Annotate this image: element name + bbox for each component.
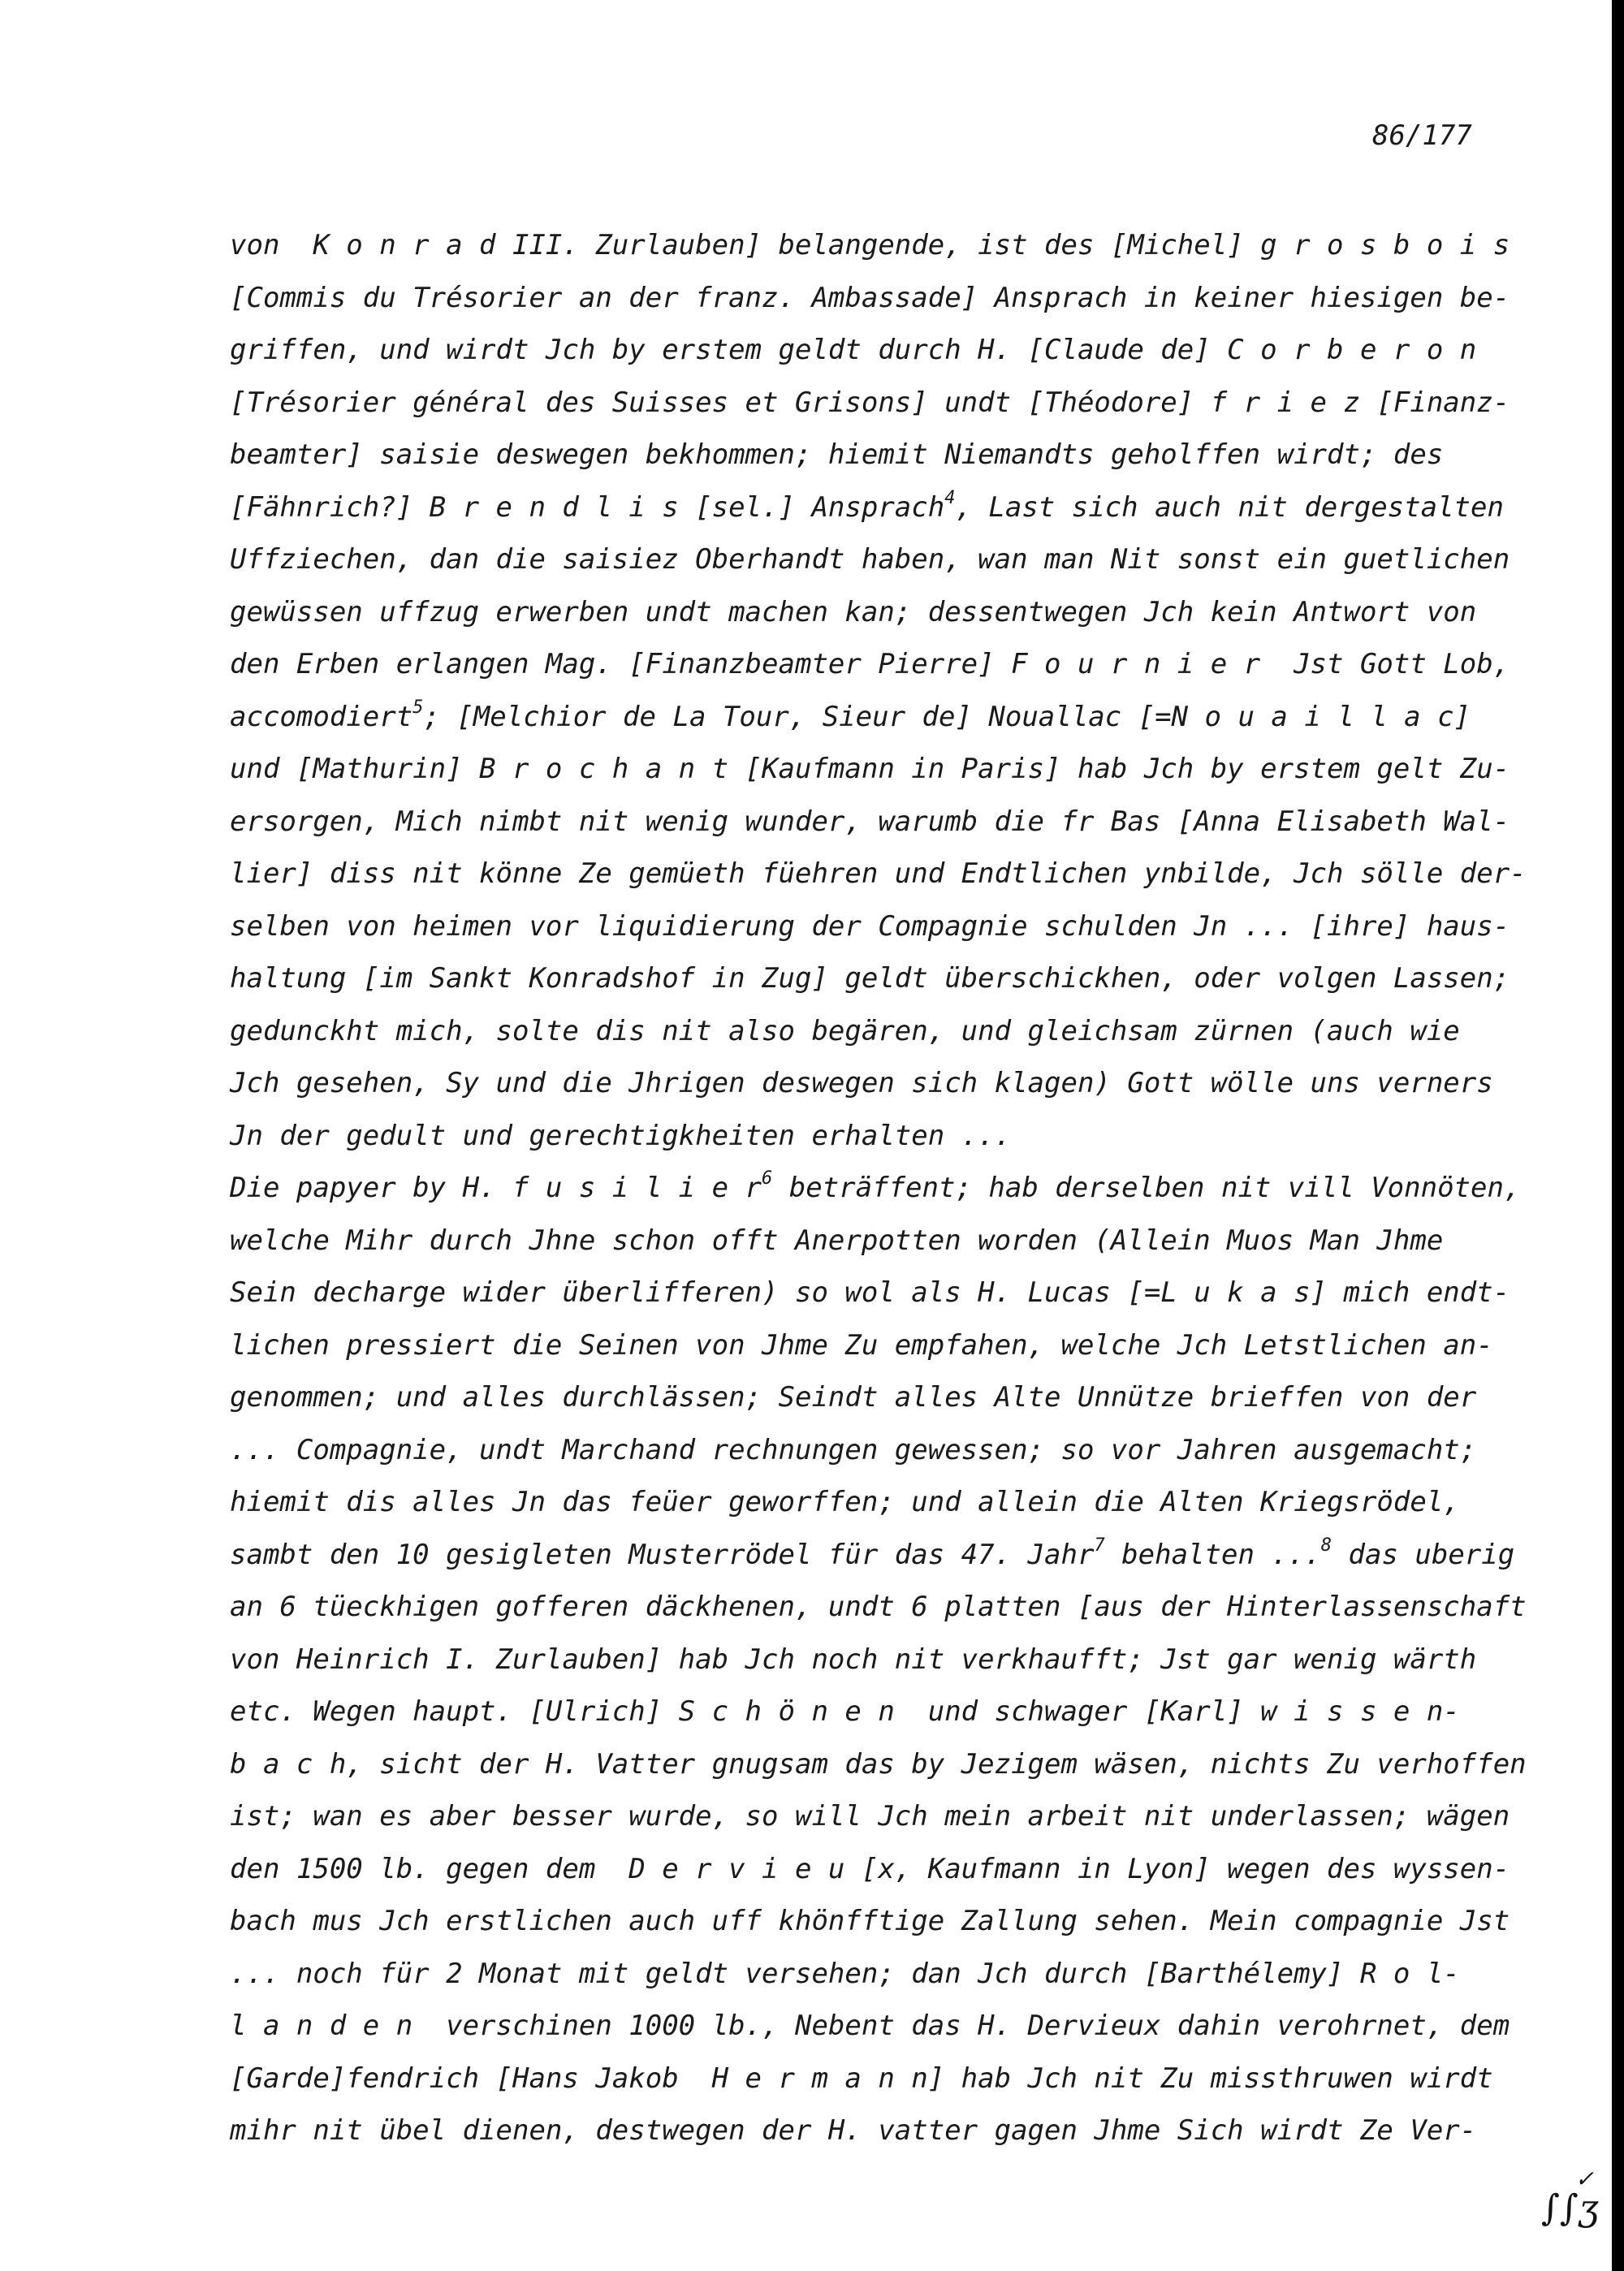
text-line (230, 1895, 1510, 1948)
text-segment: lichen pressiert die Seinen von Jhme Zu empfahen, welche Jch Letstlichen an- (230, 1328, 1493, 1362)
text-line (230, 691, 1505, 744)
text-segment: griffen, und wirdt Jch by erstem geldt durch H. [Claude de] C o r b e r o n (230, 334, 1477, 366)
text-segment: ; [Melchior de La Tour, Sieur de] Nouallac [=N o u a i l l a c] (423, 700, 1471, 733)
text-segment: selben von heimen vor liquidierung der Compagnie schulden Jn ... [ihre] haus- (230, 909, 1510, 943)
text-line (230, 952, 1510, 1005)
text-segment: l a n d e n verschinen 1000 lb., Nebent das H. Dervieux dahin verohrnet, dem (230, 2010, 1510, 2042)
text-segment: von Heinrich I. Zurlauben] hab Jch noch nit verkhaufft; Jst gar wenig wärth (230, 1643, 1477, 1676)
text-segment: welche Mihr durch Jhne schon offt Anerpotten worden (Allein Muos Man Jhme (230, 1224, 1444, 1257)
text-line (230, 1581, 1527, 1634)
text-line (230, 1476, 1505, 1529)
text-line (230, 1686, 1505, 1738)
text-segment: Uffziechen, dan die saisiez Oberhandt haben, wan man Nit sonst ein guetlichen (230, 543, 1510, 576)
text-line (230, 1790, 1510, 1843)
text-line (230, 1057, 1505, 1110)
text-segment: [Trésorier général des Suisses et Grisons] undt [Théodore] f r i e z [Finanz- (230, 386, 1510, 419)
text-line (230, 1424, 1505, 1477)
text-line (230, 2053, 1505, 2105)
text-segment: b a c h, sicht der H. Vatter gnugsam das by Jezigem wäsen, nichts Zu verhoffen (230, 1747, 1527, 1781)
text-segment: den 1500 lb. gegen dem D e r v i e u [x, Kaufmann in Lyon] wegen des wyssen- (230, 1852, 1510, 1885)
text-segment: Jch gesehen, Sy und die Jhrigen deswegen sich klagen) Gott wölle uns verners (230, 1067, 1493, 1099)
text-segment: [Commis du Trésorier an der franz. Ambassade] Ansprach in keiner hiesigen be- (230, 281, 1510, 314)
text-segment: hiemit dis alles Jn das feüer geworffen; und allein die Alten Kriegsrödel, (230, 1486, 1460, 1518)
text-line (230, 1529, 1515, 1582)
text-line (230, 377, 1510, 430)
text-line (230, 2000, 1510, 2053)
text-line (230, 743, 1510, 796)
text-line (230, 586, 1505, 639)
text-line (230, 1319, 1505, 1372)
text-segment: genommen; und alles durchlässen; Seindt alles Alte Unnütze brieffen von der (230, 1381, 1477, 1414)
text-segment: etc. Wegen haupt. [Ulrich] S c h ö n e n und schwager [Karl] w i s s e n- (230, 1695, 1460, 1728)
text-segment: , Last sich auch nit dergestalten (955, 490, 1504, 524)
text-segment: beträffent; hab derselben nit vill Vonnöten, (772, 1172, 1521, 1204)
text-segment: gewüssen uffzug erwerben undt machen kan; dessentwegen Jch kein Antwort von (230, 595, 1477, 628)
text-segment: behalten ... (1104, 1538, 1321, 1571)
text-segment: ist; wan es aber besser wurde, so will Jch mein arbeit nit underlassen; wägen (230, 1800, 1510, 1833)
text-line (230, 324, 1505, 377)
text-segment: sambt den 10 gesigleten Musterrödel für das 47. Jahr (230, 1538, 1095, 1571)
text-segment: und [Mathurin] B r o c h a n t [Kaufmann in Paris] hab Jch by erstem gelt Zu- (230, 753, 1510, 785)
text-line (230, 481, 1505, 534)
text-line (230, 2105, 1505, 2157)
text-segment: Jn der gedult und gerechtigkheiten erhalten ... (230, 1119, 1012, 1152)
text-segment: das uberig (1332, 1538, 1515, 1571)
text-line (230, 429, 1505, 481)
footnote-marker: 7 (1094, 1535, 1105, 1556)
text-segment: von K o n r a d III. Zurlauben] belangende, ist des [Michel] g r o s b o i s (230, 229, 1510, 261)
text-line (230, 1948, 1505, 2001)
text-segment: [Garde]fendrich [Hans Jakob H e r m a n n] hab Jch nit Zu missthruwen wirdt (230, 2062, 1493, 2095)
text-segment: mihr nit übel dienen, destwegen der H. vatter gagen Jhme Sich wirdt Ze Ver- (230, 2114, 1477, 2147)
text-segment: lier] diss nit könne Ze gemüeth füehren und Endtlichen ynbilde, Jch sölle der- (230, 857, 1527, 890)
page-number: 86/177 (1372, 119, 1472, 152)
text-line (230, 848, 1527, 900)
text-segment: haltung [im Sankt Konradshof in Zug] geldt überschickhen, oder volgen Lassen; (230, 962, 1510, 995)
text-segment: gedunckht mich, solte dis nit also begären, und gleichsam zürnen (auch wie (230, 1014, 1460, 1047)
text-segment: den Erben erlangen Mag. [Finanzbeamter Pierre] F o u r n i e r Jst Gott Lob, (230, 648, 1510, 680)
text-line (230, 219, 1510, 272)
handwritten-mark-icon: ✓ ∫∫ʒ (1541, 2165, 1599, 2229)
text-line (230, 1267, 1510, 1319)
text-line (230, 272, 1510, 325)
text-segment: beamter] saisie deswegen bekhommen; hiemit Niemandts geholffen wirdt; des (230, 438, 1444, 471)
text-segment: [Fähnrich?] B r e n d l i s [sel.] Ansprach (230, 490, 945, 524)
text-line (230, 900, 1510, 953)
text-segment: Die papyer by H. f u s i l i e r (230, 1172, 762, 1204)
footnote-marker: 4 (944, 487, 956, 508)
footnote-marker: 5 (412, 697, 424, 718)
text-line (230, 1215, 1505, 1267)
text-segment: Sein decharge wider überlifferen) so wol als H. Lucas [=L u k a s] mich endt- (230, 1276, 1510, 1309)
text-line (230, 638, 1510, 691)
footnote-marker: 8 (1320, 1535, 1332, 1556)
text-segment: bach mus Jch erstlichen auch uff khönfftige Zallung sehen. Mein compagnie Jst (230, 1905, 1510, 1937)
text-segment: ersorgen, Mich nimbt nit wenig wunder, warumb die fr Bas [Anna Elisabeth Wal- (230, 805, 1510, 838)
transcription-body (230, 219, 1527, 2157)
text-line (230, 1371, 1505, 1424)
text-segment: an 6 tüeckhigen gofferen däckhenen, undt 6 platten [aus der Hinterlassenschaft (230, 1591, 1527, 1623)
text-segment: accomodiert (230, 700, 413, 733)
text-line (230, 796, 1510, 848)
scan-border (1612, 0, 1624, 2271)
text-line (230, 1634, 1505, 1686)
text-line (230, 1110, 1505, 1163)
text-line (230, 533, 1510, 586)
text-line (230, 1738, 1527, 1791)
text-segment: ... noch für 2 Monat mit geldt versehen; dan Jch durch [Barthélemy] R o l- (230, 1957, 1460, 1990)
text-line (230, 1005, 1505, 1058)
text-line (230, 1843, 1510, 1896)
text-segment: ... Compagnie, undt Marchand rechnungen gewessen; so vor Jahren ausgemacht; (230, 1433, 1477, 1466)
text-line (230, 1162, 1521, 1215)
footnote-marker: 6 (762, 1168, 773, 1189)
